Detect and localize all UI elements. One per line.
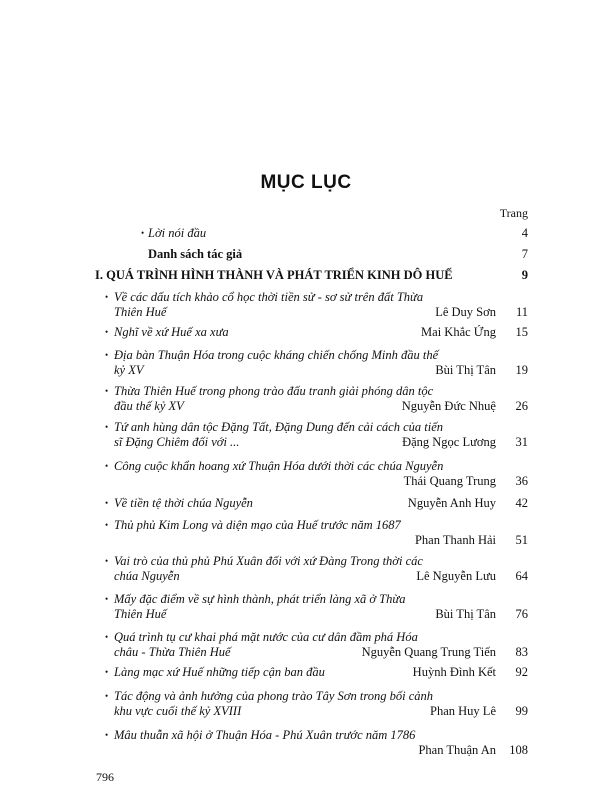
entry-page: 36: [515, 474, 528, 488]
bullet-icon: •: [105, 520, 109, 530]
entry-author: Phan Huy Lê: [430, 704, 496, 718]
entry-author: Lê Duy Sơn: [435, 305, 496, 319]
entry-title-line: Công cuộc khẩn hoang xứ Thuận Hóa dưới thời các chúa Nguyễn: [114, 459, 444, 473]
bullet-icon: •: [105, 691, 109, 701]
page-number: 796: [96, 770, 114, 784]
page-title: MỤC LỤC: [260, 172, 352, 193]
entry-title-line: Tác động và ảnh hưởng của phong trào Tây Sơn trong bối cảnh: [114, 689, 433, 703]
entry-author: Đặng Ngọc Lương: [402, 435, 496, 449]
bullet-icon: •: [105, 327, 109, 337]
entry-title-line: châu - Thừa Thiên Huế: [114, 645, 231, 659]
entry-page: 26: [515, 399, 528, 413]
bullet-icon: •: [105, 498, 109, 508]
entry-author: Bùi Thị Tân: [435, 607, 496, 621]
front-item-title: Lời nói đầu: [148, 226, 207, 240]
entry-page: 64: [515, 569, 528, 583]
entry-title-line: Thiên Huế: [114, 305, 167, 319]
entry-author: Nguyễn Quang Trung Tiến: [361, 645, 496, 659]
entry-page: 51: [515, 533, 528, 547]
entry-title-line: sĩ Đặng Chiêm đối với ...: [114, 435, 240, 449]
entry-title-line: Quá trình tụ cư khai phá mặt nước của cư dân đầm phá Hóa: [114, 630, 418, 644]
page-column-header: Trang: [499, 206, 528, 220]
entry-page: 19: [515, 363, 528, 377]
entry-title-line: Làng mạc xứ Huế những tiếp cận ban đầu: [114, 665, 325, 679]
entry-page: 92: [515, 665, 528, 679]
section-title: I. QUÁ TRÌNH HÌNH THÀNH VÀ PHÁT TRIỂN KINH DÔ HUẾ: [95, 268, 453, 282]
entry-page: 83: [515, 645, 528, 659]
entry-author: Lê Nguyễn Lưu: [416, 569, 496, 583]
entry-page: 31: [515, 435, 528, 449]
entry-page: 11: [515, 305, 528, 319]
bullet-icon: •: [105, 594, 109, 604]
bullet-icon: •: [105, 667, 109, 677]
bullet-icon: •: [105, 632, 109, 642]
entry-author: Huỳnh Đình Kết: [412, 665, 496, 679]
entry-title-line: đầu thế kỷ XV: [114, 399, 184, 413]
entry-title-line: Mâu thuẫn xã hội ở Thuận Hóa - Phú Xuân trước năm 1786: [114, 728, 416, 742]
front-item-page: 4: [521, 226, 528, 240]
entry-page: 15: [515, 325, 528, 339]
bullet-icon: •: [105, 730, 109, 740]
bullet-icon: •: [105, 461, 109, 471]
front-item-title: Danh sách tác giả: [148, 247, 243, 261]
entry-title-line: Về tiền tệ thời chúa Nguyễn: [114, 496, 253, 510]
entry-title-line: kỷ XV: [114, 363, 144, 377]
entry-title-line: khu vực cuối thế kỷ XVIII: [114, 704, 242, 718]
entry-title-line: Mấy đặc điểm về sự hình thành, phát triển làng xã ở Thừa: [114, 592, 406, 606]
entry-author: Bùi Thị Tân: [435, 363, 496, 377]
entry-author: Mai Khắc Ứng: [421, 325, 496, 339]
entry-title-line: Về các dấu tích khảo cổ học thời tiền sử - sơ sử trên đất Thừa: [114, 290, 424, 304]
entry-author: Phan Thanh Hải: [414, 533, 496, 547]
bullet-icon: •: [105, 422, 109, 432]
entry-page: 108: [509, 743, 528, 757]
bullet-icon: •: [141, 228, 145, 238]
bullet-icon: •: [105, 292, 109, 302]
entry-author: Thái Quang Trung: [403, 474, 496, 488]
section-page: 9: [521, 268, 528, 282]
entry-title-line: Địa bàn Thuận Hóa trong cuộc kháng chiến chống Minh đầu thế: [114, 348, 439, 362]
entry-author: Nguyễn Đức Nhuệ: [401, 399, 496, 413]
bullet-icon: •: [105, 556, 109, 566]
entry-title-line: Thiên Huế: [114, 607, 167, 621]
entry-author: Nguyễn Anh Huy: [407, 496, 496, 510]
entry-title-line: chúa Nguyễn: [114, 569, 180, 583]
bullet-icon: •: [105, 386, 109, 396]
entry-title-line: Thừa Thiên Huế trong phong trào đấu tranh giải phóng dân tộc: [114, 384, 434, 398]
bullet-icon: •: [105, 350, 109, 360]
entry-page: 42: [515, 496, 528, 510]
entry-title-line: Vai trò của thủ phủ Phú Xuân đối với xứ Đàng Trong thời các: [114, 554, 423, 568]
entry-page: 76: [515, 607, 528, 621]
entry-title-line: Tứ anh hùng dân tộc Đặng Tất, Đặng Dung đến cải cách của tiến: [114, 420, 444, 434]
front-item-page: 7: [521, 247, 528, 261]
entry-title-line: Nghĩ về xứ Huế xa xưa: [114, 325, 229, 339]
entry-title-line: Thủ phủ Kim Long và diện mạo của Huế trước năm 1687: [114, 518, 401, 532]
entry-author: Phan Thuận An: [418, 743, 496, 757]
entry-page: 99: [515, 704, 528, 718]
